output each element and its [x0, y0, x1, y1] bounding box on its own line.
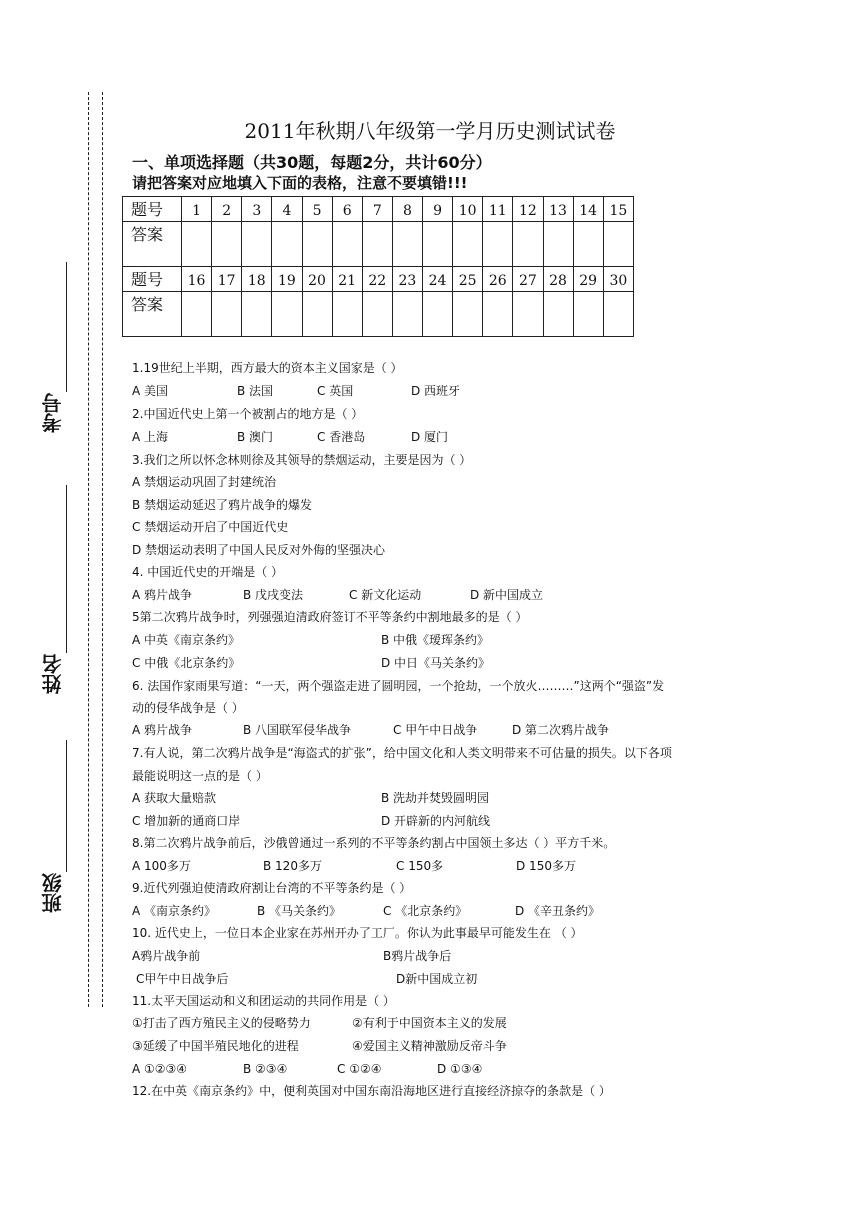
q1-option-d: D 西班牙: [411, 384, 461, 398]
question-number-cell: 13: [543, 197, 573, 222]
question-number-cell: 20: [302, 267, 332, 292]
question-12: 12.在中英《南京条约》中，便利英国对中国东南沿海地区进行直接经济掠夺的条款是（ ）: [132, 1084, 611, 1098]
answer-cell[interactable]: [483, 222, 513, 267]
question-10: 10. 近代史上，一位日本企业家在苏州开办了工厂。你认为此事最早可能发生在 （ ）: [132, 926, 583, 940]
q2-option-a: A 上海: [132, 430, 169, 444]
q2-option-d: D 厦门: [411, 430, 449, 444]
q11-statement-3: ③延缓了中国半殖民地化的进程: [132, 1039, 299, 1053]
question-number-label: 题号: [123, 197, 182, 222]
answer-cell[interactable]: [182, 292, 212, 337]
q5-option-d: D 中日《马关条约》: [381, 656, 491, 670]
question-7-line-2: 最能说明这一点的是（ ）: [132, 769, 268, 783]
q11-option-a: A ①②③④: [132, 1062, 188, 1076]
q10-option-c: C甲午中日战争后: [136, 972, 229, 986]
section-heading: 一、单项选择题（共30题，每题2分，共计60分）: [132, 153, 492, 172]
answer-cell[interactable]: [242, 222, 272, 267]
q9-option-b: B 《马关条约》: [257, 904, 342, 918]
answer-cell[interactable]: [392, 292, 422, 337]
question-number-cell: 9: [423, 197, 453, 222]
q8-option-c: C 150多: [396, 859, 444, 873]
answer-row-1: [123, 222, 634, 267]
question-number-cell: 2: [212, 197, 242, 222]
q2-option-c: C 香港岛: [317, 430, 366, 444]
q1-option-b: B 法国: [237, 384, 274, 398]
q6-option-b: B 八国联军侵华战争: [243, 723, 352, 737]
question-9: 9.近代列强迫使清政府割让台湾的不平等条约是（ ）: [132, 881, 412, 895]
question-number-cell: 28: [543, 267, 573, 292]
xingming-label: 姓名: [41, 654, 65, 694]
q7-option-d: D 开辟新的内河航线: [381, 814, 491, 828]
question-number-cell: 17: [212, 267, 242, 292]
answer-cell[interactable]: [362, 222, 392, 267]
q3-option-a: A 禁烟运动巩固了封建统治: [132, 475, 277, 489]
question-number-cell: 24: [423, 267, 453, 292]
question-6-line-1: 6. 法国作家雨果写道：“一天，两个强盗走进了圆明园，一个抢劫，一个放火………”这两个“强盗”发: [132, 679, 665, 693]
question-number-cell: 21: [332, 267, 362, 292]
q4-option-c: C 新文化运动: [349, 588, 422, 602]
question-number-cell: 26: [483, 267, 513, 292]
question-8: 8.第二次鸦片战争前后，沙俄曾通过一系列的不平等条约割占中国领土多达（ ）平方千米。: [132, 836, 616, 850]
answer-cell[interactable]: [573, 292, 603, 337]
answer-cell[interactable]: [513, 222, 543, 267]
question-number-cell: 30: [603, 267, 633, 292]
q10-option-b: B鸦片战争后: [383, 949, 452, 963]
question-number-cell: 10: [453, 197, 483, 222]
q10-option-a: A鸦片战争前: [132, 949, 201, 963]
q4-option-a: A 鸦片战争: [132, 588, 193, 602]
answer-label: 答案: [123, 292, 182, 337]
question-6-line-2: 动的侵华战争是（ ）: [132, 701, 244, 715]
answer-cell[interactable]: [362, 292, 392, 337]
kaohao-label: 考号: [41, 393, 65, 433]
answer-cell[interactable]: [212, 292, 242, 337]
question-number-cell: 29: [573, 267, 603, 292]
q7-option-a: A 获取大量赔款: [132, 791, 217, 805]
answer-cell[interactable]: [182, 222, 212, 267]
answer-cell[interactable]: [212, 222, 242, 267]
binding-dashed-line-left: [88, 92, 89, 1007]
answer-cell[interactable]: [332, 292, 362, 337]
answer-cell[interactable]: [272, 292, 302, 337]
answer-cell[interactable]: [423, 222, 453, 267]
q10-option-d: D新中国成立初: [396, 972, 478, 986]
q11-statement-2: ②有利于中国资本主义的发展: [352, 1016, 507, 1030]
q3-option-d: D 禁烟运动表明了中国人民反对外侮的坚强决心: [132, 543, 386, 557]
answer-cell[interactable]: [423, 292, 453, 337]
question-number-cell: 25: [453, 267, 483, 292]
banji-fill-line[interactable]: [66, 740, 67, 872]
question-3: 3.我们之所以怀念林则徐及其领导的禁烟运动，主要是因为（ ）: [132, 453, 472, 467]
question-number-cell: 8: [392, 197, 422, 222]
q8-option-a: A 100多万: [132, 859, 191, 873]
binding-dashed-line-right: [102, 92, 103, 1007]
question-number-cell: 11: [483, 197, 513, 222]
q9-option-a: A 《南京条约》: [132, 904, 217, 918]
q11-option-b: B ②③④: [243, 1062, 288, 1076]
question-4: 4. 中国近代史的开端是（ ）: [132, 565, 284, 579]
question-number-cell: 1: [182, 197, 212, 222]
q6-option-a: A 鸦片战争: [132, 723, 193, 737]
question-number-cell: 3: [242, 197, 272, 222]
question-number-cell: 7: [362, 197, 392, 222]
answer-cell[interactable]: [302, 222, 332, 267]
question-number-label: 题号: [123, 267, 182, 292]
answer-cell[interactable]: [272, 222, 302, 267]
page-title: 2011年秋期八年级第一学月历史测试试卷: [244, 119, 616, 143]
q7-option-c: C 增加新的通商口岸: [132, 814, 241, 828]
q4-option-d: D 新中国成立: [470, 588, 544, 602]
answer-cell[interactable]: [453, 292, 483, 337]
q3-option-b: B 禁烟运动延迟了鸦片战争的爆发: [132, 498, 313, 512]
question-2: 2.中国近代史上第一个被割占的地方是（ ）: [132, 407, 364, 421]
question-number-cell: 16: [182, 267, 212, 292]
answer-cell[interactable]: [242, 292, 272, 337]
q11-statement-4: ④爱国主义精神激励反帝斗争: [352, 1039, 507, 1053]
q11-statement-1: ①打击了西方殖民主义的侵略势力: [132, 1016, 311, 1030]
answer-cell[interactable]: [302, 292, 332, 337]
question-number-row-2: [123, 267, 634, 292]
q8-option-d: D 150多万: [516, 859, 576, 873]
q1-option-a: A 美国: [132, 384, 169, 398]
question-number-cell: 15: [603, 197, 633, 222]
answer-cell[interactable]: [453, 222, 483, 267]
q5-option-a: A 中英《南京条约》: [132, 633, 241, 647]
question-number-cell: 6: [332, 197, 362, 222]
question-7-line-1: 7.有人说，第二次鸦片战争是“海盗式的扩张”，给中国文化和人类文明带来不可估量的损失。以下各项: [132, 746, 672, 760]
q5-option-b: B 中俄《瑷珲条约》: [381, 633, 490, 647]
answer-cell[interactable]: [543, 222, 573, 267]
q9-option-d: D 《辛丑条约》: [515, 904, 601, 918]
q2-option-b: B 澳门: [237, 430, 274, 444]
question-11: 11.太平天国运动和义和团运动的共同作用是（ ）: [132, 994, 395, 1008]
q7-option-b: B 洗劫并焚毁圆明园: [381, 791, 490, 805]
answer-notice: 请把答案对应地填入下面的表格，注意不要填错!!!: [132, 174, 468, 192]
q9-option-c: C 《北京条约》: [383, 904, 468, 918]
banji-label: 班级: [41, 873, 65, 913]
question-number-cell: 22: [362, 267, 392, 292]
question-number-cell: 19: [272, 267, 302, 292]
q6-option-c: C 甲午中日战争: [393, 723, 478, 737]
answer-cell[interactable]: [573, 222, 603, 267]
kaohao-fill-line[interactable]: [66, 262, 67, 392]
q11-option-d: D ①③④: [437, 1062, 483, 1076]
question-number-cell: 12: [513, 197, 543, 222]
question-5: 5第二次鸦片战争时，列强强迫清政府签订不平等条约中割地最多的是（ ）: [132, 610, 528, 624]
answer-row-2: [123, 292, 634, 337]
question-number-cell: 14: [573, 197, 603, 222]
answer-cell[interactable]: [513, 292, 543, 337]
q6-option-d: D 第二次鸦片战争: [512, 723, 610, 737]
answer-table: [122, 196, 634, 337]
answer-cell[interactable]: [332, 222, 362, 267]
q1-option-c: C 英国: [317, 384, 354, 398]
question-1: 1.19世纪上半期，西方最大的资本主义国家是（ ）: [132, 361, 403, 375]
answer-cell[interactable]: [543, 292, 573, 337]
q3-option-c: C 禁烟运动开启了中国近代史: [132, 520, 289, 534]
q5-option-c: C 中俄《北京条约》: [132, 656, 241, 670]
xingming-fill-line[interactable]: [66, 485, 67, 653]
q8-option-b: B 120多万: [263, 859, 322, 873]
question-number-cell: 27: [513, 267, 543, 292]
question-number-cell: 18: [242, 267, 272, 292]
answer-label: 答案: [123, 222, 182, 267]
question-number-row-1: [123, 197, 634, 222]
question-number-cell: 23: [392, 267, 422, 292]
q4-option-b: B 戊戌变法: [243, 588, 304, 602]
answer-cell[interactable]: [603, 292, 633, 337]
question-number-cell: 5: [302, 197, 332, 222]
answer-cell[interactable]: [483, 292, 513, 337]
answer-cell[interactable]: [603, 222, 633, 267]
q11-option-c: C ①②④: [337, 1062, 382, 1076]
question-number-cell: 4: [272, 197, 302, 222]
answer-cell[interactable]: [392, 222, 422, 267]
